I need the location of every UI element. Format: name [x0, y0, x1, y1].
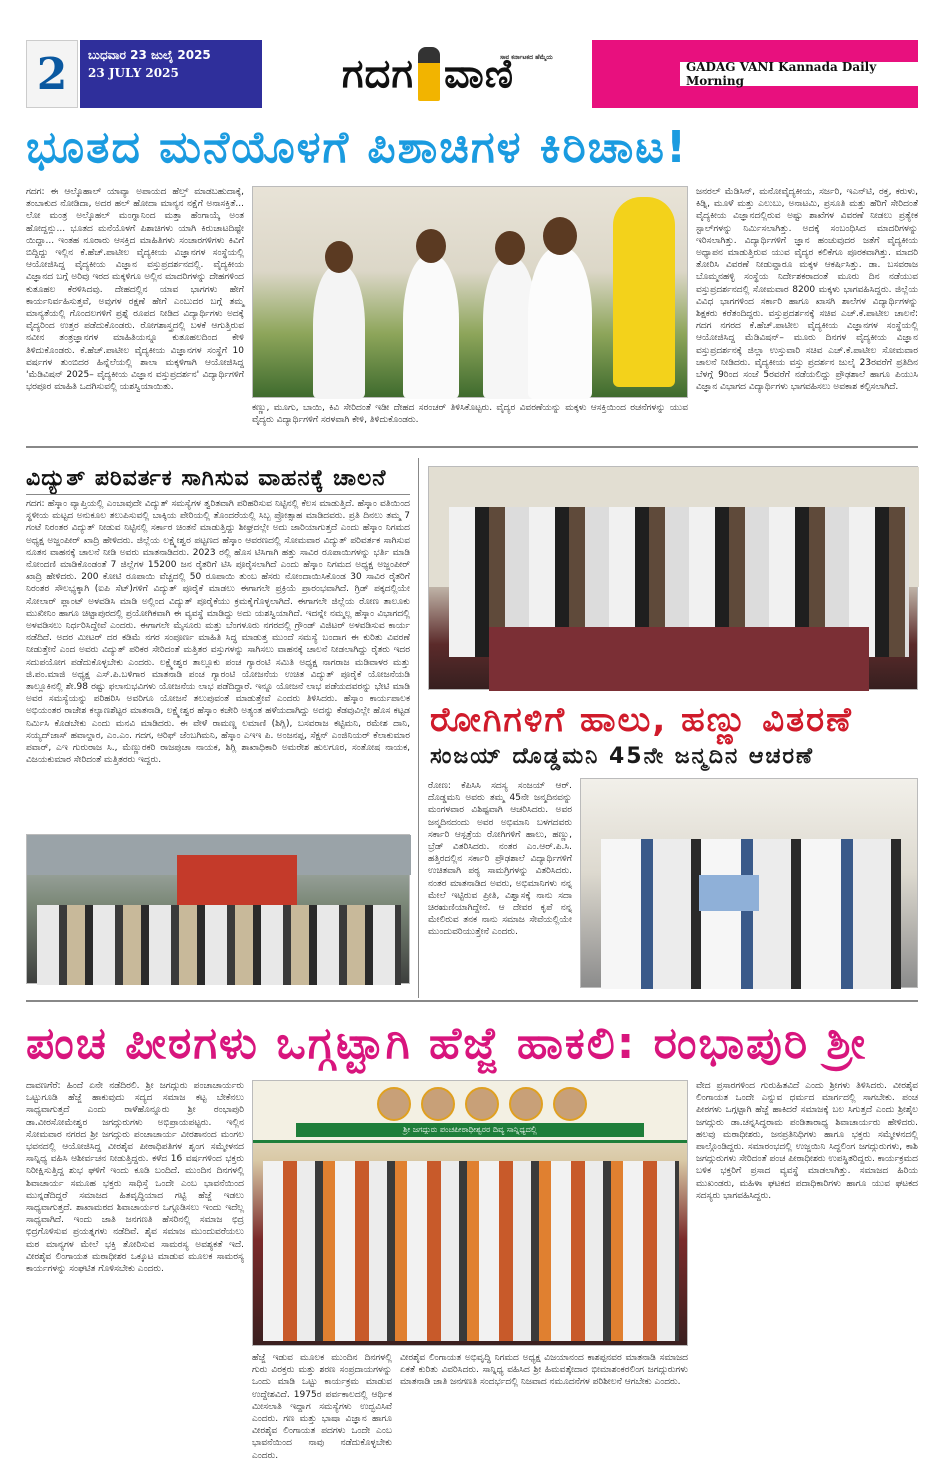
stage-banner	[253, 1081, 687, 1143]
date-kannada: ಬುಧವಾರ 23 ಜುಲೈ 2025	[88, 48, 211, 62]
story4-column-3	[400, 1352, 688, 1426]
story2-body-text: ಗದಗ: ಹೆಸ್ಕಾಂ ವ್ಯಾಪ್ತಿಯಲ್ಲಿ ಎಂಬಾವುದೇ ವಿದ್ಯುತ್ ಸಮಸ್ಯೆಗಳ ತ್ವರಿತವಾಗಿ ಪರಿಹರಿಸುವ ನಿಟ್ಟಿನಲ್ಲಿ ಕೆಲಸ ಮಾಡುತ್ತಿದೆ. ಹೆಸ್ಕಾಂ ವತಿಯಿಂದ ಸ್ಥಳೀಯ ಮಟ್ಟದ ಅನುಕೂಲ ತಲುಪಿಸುವಲ್ಲಿ ಬಾಕ್ಕಿಯ ಪೇರಿಯಲ್ಲಿ ತೊಂದರೆಯಲ್ಲಿ ಸಿಬ್ಬ ಪ್ರೋತ್ಸಾಹ ಮಾಡಿದವರು. ಪ್ರತಿ ದಿನಲು ತಮ್ಮ 7 ಗಂಟೆ ನಿರಂತರ ವಿದ್ಯುತ್ ನೀಡುವ ನಿಟ್ಟಿನಲ್ಲಿ ಸರ್ಕಾರ ಚಿಂತನೆ ಮಾಡುತ್ತಿದ್ದು ಶೀಘ್ರದಲ್ಲೇ ಅದು ಜಾರಿಯಾಗುತ್ತದೆ ಎಂದು ಹೆಸ್ಕಾಂ ನಿಗಮದ ಅಧ್ಯಕ್ಷ ಅಜ್ಜಂಪೀರ್ ಖಾದ್ರಿ ಹೇಳಿದರು. ಜಿಲ್ಲೆಯ ಲಕ್ಷ್ಮೇಶ್ವರ ಪಟ್ಟಣದ ಹೆಸ್ಕಾಂ ಆವರಣದಲ್ಲಿ ಸೋಮವಾರ ವಿದ್ಯುತ್ ಪರಿವರ್ತಕ ಸಾಗಿಸುವ ನೂತನ ವಾಹನಕ್ಕೆ ಚಾಲನೆ ನೀಡಿ ಅವರು ಮಾತನಾಡಿದರು. 2023 ರಲ್ಲಿ ಹೊಸ ಟಿಸಿಗಾಗಿ ಹತ್ತು ಸಾವಿರ ರೂಪಾಯಿಗಳನ್ನು ಭರ್ತಿ ಮಾಡಿ ನೋಂದಣಿ ಮಾಡಿಕೊಂಡಂತೆ 7 ಜಿಲ್ಲೆಗಳ 15200 ಜನ ರೈತರಿಗೆ ಟಿಸಿ ಪೂರೈಸಲಾಗಿದೆ ಎಂದು ಹೆಸ್ಕಾಂ ನಿಗಮದ ಅಧ್ಯಕ್ಷ ಅಜ್ಜಂಪೀರ್ ಖಾದ್ರಿ ಹೇಳಿದರು. 200 ಕೋಟಿ ರೂಪಾಯಿ ವೆಚ್ಚದಲ್ಲಿ 50 ರೂಪಾಯಿ ತುಂಬ ಹೆಸರು ನೋಂದಾಯಿಸಿಕೊಂಡ 30 ಸಾವಿರ ರೈತರಿಗೆ ನಿರಂತರ ಸೌಲಭ್ಯಕ್ಕಾಗಿ (ಐಪಿ ಸೆಟ್)ಗಳಿಗೆ ವಿದ್ಯುತ್ ಪೂರೈಕೆ ಮಾಡಲು ಈಗಾಗಲೇ ಪ್ರಕ್ರಿಯೆ ಪ್ರಾರಂಭವಾಗಿದೆ. ಗ್ರಿಡ್ ಪಕ್ಕದಲ್ಲಿಯೇ ಸೋಲಾರ್ ಪ್ಲಾಂಟ್ ಅಳವಡಿಸಿ ಮಾಡಿ ಅಲ್ಲಿಂದ ವಿದ್ಯುತ್ ಪೂರೈಕೆಯು ಕ್ರಮಕೈಗೊಳ್ಳಲಾಗಿದೆ. ಈಗಾಗಲೇ ಜಿಲ್ಲೆಯ ರೋಣ ತಾಲೂಕು ಮುಖೀನಿಂ ಹಾಗೂ ಚಿಟ್ಟಾಪುರದಲ್ಲಿ ಪ್ರಯೋಗಿಕವಾಗಿ ಈ ವ್ಯವಸ್ಥೆ ಮಾಡಿದ್ದು ಅದು ಯಶಸ್ವಿಯಾಗಿದೆ. ಇದನ್ನೇ ನಮ್ಮಲ್ಲ ಹೆಸ್ಕಾಂ ವಿಭಾಗದಲ್ಲಿ ಅಳವಡಿಸಲು ನಿರ್ಧರಿಸಿದ್ದೇವೆ ಎಂದರು. ಈಗಾಗಲೇ ಮೈಸೂರು ಮತ್ತು ಬೆಂಗಳೂರು ನಗರದಲ್ಲಿ ಗ್ರೌಂಡ್ ವಿಜಿಟರ್ ಅಳವಡಿಸುವ ಕಾರ್ಯ ನಡೆದಿದೆ. ಅದರ ಮೀಟರ್ ದರ ಕಡಿಮೆ ನಗರ ಸಂಪೂರ್ಣ ಮಾಹಿತಿ ಸಿದ್ಧ ಮಾಡುತ್ತ ಮುಂದೆ ಸಮಸ್ಯೆ ಬಂದಾಗ ಈ ಕುರಿತು ವಿವರಣೆ ನೀಡುತ್ತೇನೆ ಎಂದ ಅವರು ವಿದ್ಯುತ್ ಪರಿಕರ ಸೇರಿದಂತೆ ಮತ್ತಿತರ ವಸ್ತುಗಳನ್ನು ಸಾಗಿಸಲು ವಾಹನಕ್ಕೆ ಚಾಲನೆ ನೀಡಲಾಗಿದ್ದು ರೈತರು ಇದರ ಸದುಪಯೋಗ ಪಡೆದುಕೊಳ್ಳಬೇಕು ಎಂದರು. ಲಕ್ಷ್ಮೇಶ್ವರ ತಾಲ್ಲೂಕು ಪಂಚ ಗ್ಯಾರಂಟಿ ಸಮಿತಿ ಅಧ್ಯಕ್ಷ ನಾಗರಾಜ ಮಡಿವಾಳರ ಮತ್ತು ಜಿ.ಪಂ.ಮಾಜಿ ಅಧ್ಯಕ್ಷ ಎಸ್.ಪಿ.ಬಳಿಗಾರ ಮಾತನಾಡಿ ಪಂಚ ಗ್ಯಾರಂಟಿ ಯೋಜನೆಯ ಉಚಿತ ವಿದ್ಯುತ್ ಪೂರೈಕೆ ಯೋಜನೆಯಡಿ ತಾಲ್ಲೂಕಿನಲ್ಲಿ ಶೇ.98 ರಷ್ಟು ಫಲಾನುಭವಿಗಳು ಯೋಜನೆಯ ಲಾಭ ಪಡೆದಿದ್ದಾರೆ. ಇನ್ನೂ ಯೋಜನೆ ಲಾಭ ಪಡೆಯದವರನ್ನು ಭೇಟಿ ಮಾಡಿ ಅವರ ಸಮಸ್ಯೆಯನ್ನು ಪರಿಹರಿಸಿ ಅವರಿಗೂ ಯೋಜನೆ ತಲುಪುವಂತೆ ಮಾಡುತ್ತೇವೆ ಎಂದರು ತಿಳಿಸಿದರು. ಹೆಸ್ಕಾಂ ಕಾರ್ಯಪಾಲಕ ಅಭಿಯಂತರ ರಾಜೇಶ ಕಲ್ಯಾಣಶೆಟ್ಟರ ಮಾತನಾಡಿ, ಲಕ್ಷ್ಮೇಶ್ವರ ಹೆಸ್ಕಾಂ ಕಚೇರಿ ಅತ್ಯಂತ ಹಳೆಯದಾಗಿದ್ದು ಅದನ್ನು ಕೆಡವುವಿಲ್ಲೇ ಹೊಸ ಕಟ್ಟಡ ನಿರ್ಮಿಸಿ ಕೊಡಬೇಕು ಎಂದು ಮನವಿ ಮಾಡಿದರು. ಈ ವೇಳೆ ರಾಮಣ್ಣ ಲಮಾಣಿ (ಶಿಗ್ಲಿ), ಬಸವರಾಜ ಕಟ್ಟಿಮನಿ, ರಮೇಶ ದಾನಿ, ಸಯ್ಯದ್‌ಜಾಸ್ ಹವಾಲ್ದಾರ, ಎಂ.ಎಂ. ಗದಗ, ಆರಿಫ್ ಜೆಂಬಗಿಮನಿ, ಹೆಸ್ಕಾಂ ಎಇಇ ಪಿ. ಅಂಜನಪ್ಪ, ಸೆಕ್ಷನ್ ಎಂಜಿನಿಯರ್ ಕೆಲಾಕುಮಾರ ಪವಾರ್, ಎಇ ಗುರುರಾಜ ಸಿ., ಮೆಣ್ಣುರಕರಿ ರಾಜಪುಚಾ ನಾಯಕ, ಶಿಗ್ಲಿ ಶಾಖಾಧಿಕಾರಿ ಅಮರೇಶ ಹುಲಗೂರ, ಸಂತೋಷ ನಾಯಕ, ವಿಜಯಕುಮಾರ ಸೇರಿದಂತೆ ಮತ್ತಿತರರು ಇದ್ದರು.	[26, 499, 411, 766]
person-head	[543, 217, 577, 255]
vehicle-launch-photo	[26, 834, 410, 984]
stage-banner-title: ಶ್ರೀ ಜಗದ್ಗುರು ಪಂಚಪೀಠಾಧೀಶ್ವರರ ದಿವ್ಯ ಸಾನ್ನಿಧ್ಯದಲ್ಲಿ	[296, 1123, 643, 1137]
story3-body	[428, 780, 572, 990]
divider	[26, 1000, 918, 1002]
story4-column-1	[26, 1080, 244, 1426]
pontiffs-conference-photo	[252, 1080, 688, 1346]
story1-photo-caption: ಕಣ್ಣು, ಮೂಗು, ಬಾಯಿ, ಕಿವಿ ಸೇರಿದಂತೆ ಇಡೀ ದೇಹದ ಸರಂಚರ್ ತಿಳಿಸಿಕೊಟ್ಟರು. ವೈದ್ಯರ ವಿವರಣೆಯನ್ನು ಮಕ್ಕಳು ಆಸಕ್ತಿಯಿಂದ ರಚನೆಗಳನ್ನು ಯುವ ವೈದ್ಯರು ವಿದ್ಯಾರ್ಥಿಗಳಿಗೆ ಸರಳವಾಗಿ ಕೇಳಿ, ತಿಳಿದುಕೊಂಡರು.	[252, 403, 688, 425]
brand-line: GADAG VANI Kannada Daily Morning	[680, 62, 920, 86]
story3-body-text: ರೋಣ: ಕೆಪಿಸಿಸಿ ಸದಸ್ಯ ಸಂಜಯ್ ಆರ್. ದೊಡ್ಡಮನಿ ಅವರು ತಮ್ಮ 45ನೇ ಜನ್ಮದಿನವನ್ನು ಮಂಗಳವಾರ ವಿಶಿಷ್ಟವಾಗಿ ಆಚರಿಸಿದರು. ಅವರ ಜನ್ಮದಿನದಂದು ಅವರ ಅಭಿಮಾನಿ ಬಳಗದವರು ಸರ್ಕಾರಿ ಆಸ್ಪತ್ರೆಯ ರೋಗಿಗಳಿಗೆ ಹಾಲು, ಹಣ್ಣು, ಬ್ರೆಡ್ ವಿತರಿಸಿದರು. ನಂತರ ಎಂ.ಆರ್.ಪಿ.ಸಿ. ಹತ್ತಿರದಲ್ಲಿನ ಸರ್ಕಾರಿ ಪ್ರೌಢಶಾಲೆ ವಿದ್ಯಾರ್ಥಿಗಳಿಗೆ ಉಚಿತವಾಗಿ ಪಠ್ಯ ಸಾಮಗ್ರಿಗಳನ್ನು ವಿತರಿಸಿದರು. ನಂತರ ಮಾತನಾಡಿದ ಅವರು, ಅಭಿಮಾನಿಗಳು ನನ್ನ ಮೇಲೆ ಇಟ್ಟಿರುವ ಪ್ರೀತಿ, ವಿಶ್ವಾಸಕ್ಕೆ ನಾನು ಸದಾ ಚಿರಋಣಿಯಾಗಿದ್ದೇನೆ. ಆ ದೇವರ ಕೃಪೆ ನನ್ನ ಮೇಲಿರುವ ತನಕ ನಾನು ಸಮಾಜ ಸೇವೆಯಲ್ಲಿಯೇ ಮುಂದುವರಿಯುತ್ತೇನೆ ಎಂದರು.	[428, 781, 572, 938]
story3-subheadline: ಸಂಜಯ್ ದೊಡ್ಡಮನಿ 45ನೇ ಜನ್ಮದಿನ ಆಚರಣೆ	[430, 744, 815, 769]
logo-right-word: ವಾಣಿ	[444, 51, 515, 97]
date-box	[80, 40, 262, 108]
story4-headline: ಪಂಚ ಪೀಠಗಳು ಒಗ್ಗಟ್ಟಾಗಿ ಹೆಜ್ಜೆ ಹಾಕಲಿ: ರಂಭಾಪುರಿ ಶ್ರೀ	[26, 1018, 868, 1069]
person-head	[416, 229, 446, 263]
portrait-image	[509, 1087, 543, 1121]
masthead	[26, 40, 918, 108]
gift-box	[699, 875, 759, 911]
story4-col2-text: ಹೆಜ್ಜೆ ಇಡುವ ಮೂಲಕ ಮುಂದಿನ ದಿನಗಳಲ್ಲಿ ಗುರು ವಿರಕ್ತರು ಮತ್ತು ಶರಣ ಸಂಪ್ರದಾಯಗಳನ್ನು ಒಂದು ಮಾಡಿ ಒಟ್ಟು ಕಾರ್ಯಕ್ರಮ ಮಾಡುವ ಉದ್ದೇಶವಿದೆ. 1975ರ ಪರ್ವಕಾಲದಲ್ಲಿ ಆರ್ಥಿಕ ಮೀಸಲಾತಿ ಇದ್ದಾಗ ಸಮಸ್ಯೆಗಳು ಉದ್ಭವಿಸಿವೆ ಎಂದರು. ಗಣ ಮತ್ತು ಭಾಷಾ ವಿಜ್ಞಾನ ಹಾಗೂ ವೀರಶೈವ ಲಿಂಗಾಯತ ಪದಗಳು ಒಂದೇ ಎಂಬ ಭಾವನೆಯಿಂದ ನಾವು ನಡೆದುಕೊಳ್ಳಬೇಕು ಎಂದರು.	[252, 1353, 392, 1461]
divider	[418, 458, 419, 998]
person-figure	[528, 247, 592, 399]
story1-column-1	[26, 186, 244, 438]
story4-column-4	[696, 1080, 918, 1426]
date-english: 23 JULY 2025	[88, 66, 179, 80]
medical-exhibition-photo	[252, 186, 688, 398]
brand-box	[592, 40, 918, 108]
story2-headline: ವಿದ್ಯುತ್ ಪರಿವರ್ತಕ ಸಾಗಿಸುವ ವಾಹನಕ್ಕೆ ಚಾಲನೆ	[26, 466, 387, 491]
logo-left-word: ಗದಗ	[341, 51, 414, 97]
logo-tagline: ಸಾವ ಕರ್ನಾಟಕದ ಹೆಮ್ಮೆಯ	[500, 54, 553, 61]
page-number: 2	[26, 40, 78, 108]
story4-column-2	[252, 1352, 392, 1461]
newspaper-logo	[264, 40, 592, 108]
story1-column-3	[696, 186, 918, 438]
story4-col3-text: ವೀರಶೈವ ಲಿಂಗಾಯತ ಅಭಿವೃದ್ಧಿ ನಿಗಮದ ಅಧ್ಯಕ್ಷ ವಿಜಯಾನಂದ ಕಾಶಪ್ಪನವರ ಮಾತನಾಡಿ ಸಮಾಜದ ಏಕತೆ ಕುರಿತು ವಿವರಿಸಿದರು. ಸಾನ್ನಿಧ್ಯ ವಹಿಸಿದ ಶ್ರೀ ಹಿಮವತ್ಕೇದಾರ ಭೀಮಾಶಂಕರಲಿಂಗ ಜಗದ್ಗುರುಗಳು ಮಾತನಾಡಿ ಜಾತಿ ಜನಗಣತಿ ಸಂದರ್ಭದಲ್ಲಿ ನಿಜವಾದ ನಮೂದನೆಗಳ ಪರಿಶೀಲನೆ ಆಗಬೇಕು ಎಂದರು.	[400, 1353, 688, 1388]
story1-col3-text: ಜನರಲ್ ಮೆಡಿಸಿನ್, ಮನೋವೈದ್ಯಕೀಯ, ಸರ್ಜರಿ, ಇಎನ್‌ಟಿ, ರಕ್ತ, ಕರುಳು, ಕಿಡ್ನಿ, ಮೂಳೆ ಮತ್ತು ಎಲುಬು, ಅನಾಟಮಿ, ಪ್ರಸೂತಿ ಮತ್ತು ಹೆರಿಗೆ ಸೇರಿದಂತೆ ವೈದ್ಯಕೀಯ ವಿಜ್ಞಾನದಲ್ಲಿರುವ ಅಷ್ಟು ಶಾಖೆಗಳ ವಿವರಣೆ ನೀಡಲು ಪ್ರತ್ಯೇಕ ಸ್ಟಾಲ್‌ಗಳನ್ನು ನಿರ್ಮಿಸಲಾಗಿತ್ತು. ಅದಕ್ಕೆ ಸಂಬಂಧಿಸಿದ ಮಾದರಿಗಳನ್ನು ಇರಿಸಲಾಗಿತ್ತು. ವಿದ್ಯಾರ್ಥಿಗಳಿಗೆ ಜ್ಞಾನ ಹಂಚುವುದರ ಜತೆಗೆ ವೈದ್ಯಕೀಯ ಅಧ್ಯಾಪನ ಮಾಡುತ್ತಿರುವ ಯುವ ವೈದ್ಯರ ಕಲಿಕೆಗೂ ಪೂರಕವಾಗಿತ್ತು. ಮಾದರಿ ತೋರಿಸಿ ವಿವರಣೆ ನೀಡುವ್ದಾರೂ ಮಕ್ಕಳ ಆಕರ್ಷಿಸಿತ್ತು. ಡಾ. ಬಸವರಾಜ ಬೊಮ್ಮನಹಳ್ಳಿ ಸಂಸ್ಥೆಯ ನಿರ್ದೇಶಕರಾದಂತೆ ಮೂರು ದಿನ ನಡೆಯುವ ವಸ್ತುಪ್ರದರ್ಶನದಲ್ಲಿ ಸೋಮವಾರ 8200 ಮಕ್ಕಳು ಭಾಗವಹಿಸಿದ್ದರು. ಜಿಲ್ಲೆಯ ವಿವಿಧ ಭಾಗಗಳಿಂದ ಸರ್ಕಾರಿ ಹಾಗೂ ಖಾಸಗಿ ಶಾಲೆಗಳ ವಿದ್ಯಾರ್ಥಿಗಳನ್ನು ಶಿಕ್ಷಕರು ಕರೆತಂದಿದ್ದರು. ವಸ್ತುಪ್ರದರ್ಶನಕ್ಕೆ ಸಚಿವ ಎಚ್.ಕೆ.ಪಾಟೀಲ ಚಾಲನೆ: ಗದಗ ನಗರದ ಕೆ.ಹೆಚ್.ಪಾಟೀಲ ವೈದ್ಯಕೀಯ ವಿಜ್ಞಾನಗಳ ಸಂಸ್ಥೆಯಲ್ಲಿ ಆಯೋಜಿಸಿದ್ದ ಮೆಡಿವಿಷನ್– ಮೂರು ದಿನಗಳ ವೈದ್ಯಕೀಯ ವಿಜ್ಞಾನ ವಸ್ತುಪ್ರದರ್ಶನಕ್ಕೆ ಜಿಲ್ಲಾ ಉಸ್ತುವಾರಿ ಸಚಿವ ಎಚ್.ಕೆ.ಪಾಟೀಲ ಸೋಮವಾರ ಚಾಲನೆ ನೀಡಿದರು. ವೈದ್ಯಕೀಯ ವಸ್ತು ಪ್ರದರ್ಶನ ಜುಲೈ 23ರವರೆಗೆ ಪ್ರತಿದಿನ ಬೆಳಗ್ಗೆ 9ರಿಂದ ಸಂಜೆ 5ರವರೆಗೆ ನಡೆಯಲಿದ್ದು ಪ್ರೌಢಶಾಲೆ ಹಾಗೂ ಪಿಯುಸಿ ವಿಜ್ಞಾನ ವಿಭಾಗದ ವಿದ್ಯಾರ್ಥಿಗಳು ಭಾಗವಹಿಸಲು ಅವಕಾಶ ಕಲ್ಪಿಸಲಾಗಿದೆ.	[696, 187, 918, 393]
divider	[26, 446, 918, 448]
story1-col1-text: ಗದಗ: ಈ ಆಲ್ಕೊಹಾಲ್ ಯಾವ್ಯಾ ಅಪಾಯದ ಹೆಲ್ತ್ ಮಾಡಬಹುದಾಕ್ಕೆ, ತಂಬಾಕುದ ನೋಡಿದಾ, ಅದರ ಹಲ್ ಹೋದಾ ಮಾನ್ಯನ ನಕ್ಷೆಗೆ ಅನಾಸಕ್ತಿತೆ... ಲೋ ಮಂತ್ರ ಅಲ್ಕೊಹಲ್ ಮಂಗ್ನಾನಿಂದ ಮತ್ತಾ ಹೆಂಗಾಯ್ಕೆ ಅಂತ ಹೋದ್ದನ್ಲು... ಭೂತದ ಮನೆಯೊಳಗೆ ಪಿಶಾಚಿಗಳು ಯಾಗಿ ಕಿರುಚಾಟದಿಷ್ಟೇ ಯಿದ್ದಾ... ಇಂತಹ ನೂರಾರು ಆಸಕ್ತಿದ ಮಾಹಿತಿಗಳು ಸಂಚಾರಗಳಿಗಳು ಕಿವಿಗೆ ಬಿದ್ದಿದ್ದು ಇಲ್ಲಿನ ಕೆ.ಹೆಚ್.ಪಾಟೀಲ ವೈದ್ಯಕೀಯ ವಿಜ್ಞಾನಗಳ ಸಂಸ್ಥೆಯಲ್ಲಿ ಆಯೋಜಿಸಿದ್ದ ವೈದ್ಯಕೀಯ ವಿಜ್ಞಾನ ವಸ್ತುಪ್ರದರ್ಶನದಲ್ಲಿ. ವೈದ್ಯಕೀಯ ವಿಜ್ಞಾನದ ಬಗ್ಗೆ ಅರಿವು ಇರದ ಮಕ್ಕಳಿಗೂ ಅಲ್ಲಿನ ಮಾದರಿಗಳನ್ನು ದೇಹಗಳಿಂದ ಕುತೂಹಲ ಕೆರಳಿಸಿದವು. ದೇಹದಲ್ಲಿನ ಯಾವ ಭಾಗಗಳು ಹೇಗೆ ಕಾರ್ಯನಿರ್ವಹಿಸುತ್ತವೆ, ಅವುಗಳ ರಕ್ಷಣೆ ಹೇಗೆ ಎಂಬುದರ ಬಗ್ಗೆ ತಮ್ಮ ಮಾನ್ಯತೆಯಲ್ಲಿ ಗೊಂದಲಗಳಿಗೆ ಪ್ರಶ್ನೆ ರೂಪದ ನೀಡಿದ ವಿದ್ಯಾರ್ಥಿಗಳು ಅದಕ್ಕೆ ವೈದ್ಯರಿಂದ ಉತ್ತರ ಪಡೆದುಕೊಂಡರು. ರೋಗಶಾಸ್ತ್ರದಲ್ಲಿ ಬಳಕೆ ಆಗುತ್ತಿರುವ ನವೀನ ತಂತ್ರಜ್ಞಾನಗಳ ಮಾಹಿತಿಯನ್ನೂ ಕುತೂಹಲದಿಂದ ಕೇಳಿ ತಿಳಿದುಕೊಂಡರು. ಕೆ.ಹೆಚ್.ಪಾಟೀಲ ವೈದ್ಯಕೀಯ ವಿಜ್ಞಾನಗಳ ಸಂಸ್ಥೆಗೆ 10 ವರ್ಷಗಳ ತುಂಬಿದರ ಹಿನ್ನೆಲೆಯಲ್ಲಿ ಶಾಲಾ ಮಕ್ಕಳಿಗಾಗಿ ಆಯೋಜಿಸಿದ್ದ 'ಮೆಡಿವಿಷನ್ 2025– ವೈದ್ಯಕೀಯ ವಿಜ್ಞಾನ ವಸ್ತುಪ್ರದರ್ಶನ' ವಿದ್ಯಾರ್ಥಿಗಳಿಗೆ ಭರಪೂರ ಮಾಹಿತಿ ಒದಗಿಸುವಲ್ಲಿ ಯಶಸ್ವಿಯಾಯಿತು.	[26, 187, 244, 393]
story3-headline: ರೋಗಿಗಳಿಗೆ ಹಾಲು, ಹಣ್ಣು ವಿತರಣೆ	[430, 700, 853, 740]
hospital-bed	[489, 627, 869, 691]
crowd-of-people	[37, 905, 401, 985]
story1-headline: ಭೂತದ ಮನೆಯೊಳಗೆ ಪಿಶಾಚಿಗಳ ಕಿರಿಚಾಟ!	[26, 122, 689, 173]
person-figure	[403, 255, 459, 399]
body-model-display	[613, 197, 675, 387]
story4-col1-text: ದಾವಣಗೆರೆ: ಹಿಂದೆ ಏನೇ ನಡೆದಿರಲಿ. ಶ್ರೀ ಜಗದ್ಗುರು ಪಂಚಾಚಾರ್ಯರು ಒಟ್ಟುಗೂಡಿ ಹೆಜ್ಜೆ ಹಾಕುವುದು ಸದ್ಯದ ಸಮಾಜ ಕಟ್ಟ ಬೇಕೆನಲು ಸಾಧ್ಯವಾಗುತ್ತದೆ ಎಂದು ರಾಳೆಹೊನ್ನೂರು ಶ್ರೀ ರಂಭಾಪುರಿ ಡಾ.ವೀರಸೋಮೇಶ್ವರ ಜಗದ್ಗುರುಗಳು ಅಭಿಪ್ರಾಯಪಟ್ಟರು. ಇಲ್ಲಿನ ಸೋಮವಾರ ನಗರದ ಶ್ರೀ ಜಗದ್ಗುರು ಪಂಚಾಚಾರ್ಯ ವೀರಶಾನಂದ ಮಂಗಲ ಭವನದಲ್ಲಿ ಆಯೋಜಿಸಿದ್ದ ವೀರಶೈವ ಪೀಠಾಧಿಪತಿಗಳ ಶೃಂಗ ಸಮ್ಮೇಳನದ ಸಾನ್ನಿಧ್ಯ ವಹಿಸಿ ಆಶೀರ್ವಚನ ನೀಡುತ್ತಿದ್ದರು. ಕಳೆದ 16 ವರ್ಷಗಳಿಂದ ಭಕ್ತರು ನಿರೀಕ್ಷಿಸುತ್ತಿದ್ದ ಶುಭ ಘಳಿಗೆ ಇಂದು ಕೂಡಿ ಬಂದಿದೆ. ಮುಂದಿನ ದಿನಗಳಲ್ಲಿ ಶಿವಾಚಾರ್ಯ ಸಮೂಹ ಭಕ್ತರು ಸಾಧಿಸ್ತೆ ಒಂದೇ ಎಂಬ ಭಾವನೆಯಿಂದ ಮುನ್ನಡೆದಿದ್ದರೆ ಸಮಾಜದ ಹಿತವೃದ್ಧಿಯಾದ ಗಟ್ಟಿ ಹೆಜ್ಜೆ ಇಡಲು ಸಾಧ್ಯವಾಗುತ್ತದೆ. ಶಾಖಾಮಠದ ಶಿವಾಚಾರ್ಯರ ಒಗ್ಗೂಡಿಸಲು ಇಂದು ಇದೆಲ್ಲ ಸಾಧ್ಯವಾಗಿದೆ. ಇಂದು ಜಾತಿ ಜನಗಣತಿ ಹೆಸರಿನಲ್ಲಿ ಸಮಾಜ ಛಿದ್ರ ಛಿದ್ರಗೊಳಿಸುವ ಪ್ರಯತ್ನಗಳು ನಡೆದಿವೆ. ಶೈವ ಸಮಾಜ ಮುಂದುವರೆಯಲು ಮಠ ಮಾನ್ಯಗಳ ಮೇಲೆ ಭಕ್ತಿ ತೋರಿಸುವ ಸಾಮರಸ್ಯ ಅವಶ್ಯಕತೆ ಇದೆ. ವೀರಶೈವ ಲಿಂಗಾಯತ ಮಠಾಧೀಶರ ಒಕ್ಕೂಟ ಮಾಡುವ ಮೂಲಕ ಸಾಮರಸ್ಯ ಕಾರ್ಯಗಳನ್ನು ಸಂಘಟಿತ ಗೊಳಿಸಬೇಕು ಎಂದರು.	[26, 1081, 244, 1275]
divider	[26, 494, 410, 495]
story2-body	[26, 498, 410, 828]
group-of-people	[601, 839, 901, 989]
statue-icon	[418, 47, 440, 101]
person-head	[495, 231, 525, 265]
person-head	[325, 241, 353, 273]
person-figure	[313, 265, 365, 399]
portrait-image	[465, 1087, 499, 1121]
birthday-felicitation-photo	[580, 778, 918, 988]
group-of-pontiffs	[263, 1161, 679, 1341]
portrait-image	[377, 1087, 411, 1121]
hospital-visit-photo	[428, 466, 918, 690]
story4-col4-text: ವೇದ ಪ್ರಸಾರಗಳಿಂದ ಗುರುಹಿತವಿದೆ ಎಂದು ಶ್ರೀಗಳು ತಿಳಿಸಿದರು. ವೀರಶೈವ ಲಿಂಗಾಯತ ಒಂದೇ ಎನ್ನುವ ಧರ್ಮದ ಮಾರ್ಗದಲ್ಲಿ ಸಾಗಬೇಕು. ಪಂಚ ಪೀಠಗಳು ಒಗ್ಗಟ್ಟಾಗಿ ಹೆಜ್ಜೆ ಹಾಕಿದರೆ ಸಮಾಜಕ್ಕೆ ಬಲ ಸಿಗುತ್ತದೆ ಎಂದು ಶ್ರೀಶೈಲ ಜಗದ್ಗುರು ಡಾ.ಚನ್ನಸಿದ್ಧರಾಮ ಪಂಡಿತಾರಾಧ್ಯ ಶಿವಾಚಾರ್ಯರು ಹೇಳಿದರು. ಹಲವು ಮಠಾಧೀಶರು, ಜನಪ್ರತಿನಿಧಿಗಳು ಹಾಗೂ ಭಕ್ತರು ಸಮ್ಮೇಳನದಲ್ಲಿ ಪಾಲ್ಗೊಂಡಿದ್ದರು. ಸಮಾರಂಭದಲ್ಲಿ ಉಜ್ಜಯಿನಿ ಸಿದ್ಧಲಿಂಗ ಜಗದ್ಗುರುಗಳು, ಕಾಶಿ ಜಗದ್ಗುರುಗಳು ಸೇರಿದಂತೆ ಪಂಚ ಪೀಠಾಧೀಶರು ಉಪಸ್ಥಿತರಿದ್ದರು. ಕಾರ್ಯಕ್ರಮದ ಬಳಿಕ ಭಕ್ತರಿಗೆ ಪ್ರಸಾದ ವ್ಯವಸ್ಥೆ ಮಾಡಲಾಗಿತ್ತು. ಸಮಾಜದ ಹಿರಿಯ ಮುಖಂಡರು, ಮಹಿಳಾ ಘಟಕದ ಪದಾಧಿಕಾರಿಗಳು ಹಾಗೂ ಯುವ ಘಟಕದ ಸದಸ್ಯರು ಭಾಗವಹಿಸಿದ್ದರು.	[696, 1081, 918, 1201]
portrait-image	[553, 1087, 587, 1121]
portrait-image	[421, 1087, 455, 1121]
